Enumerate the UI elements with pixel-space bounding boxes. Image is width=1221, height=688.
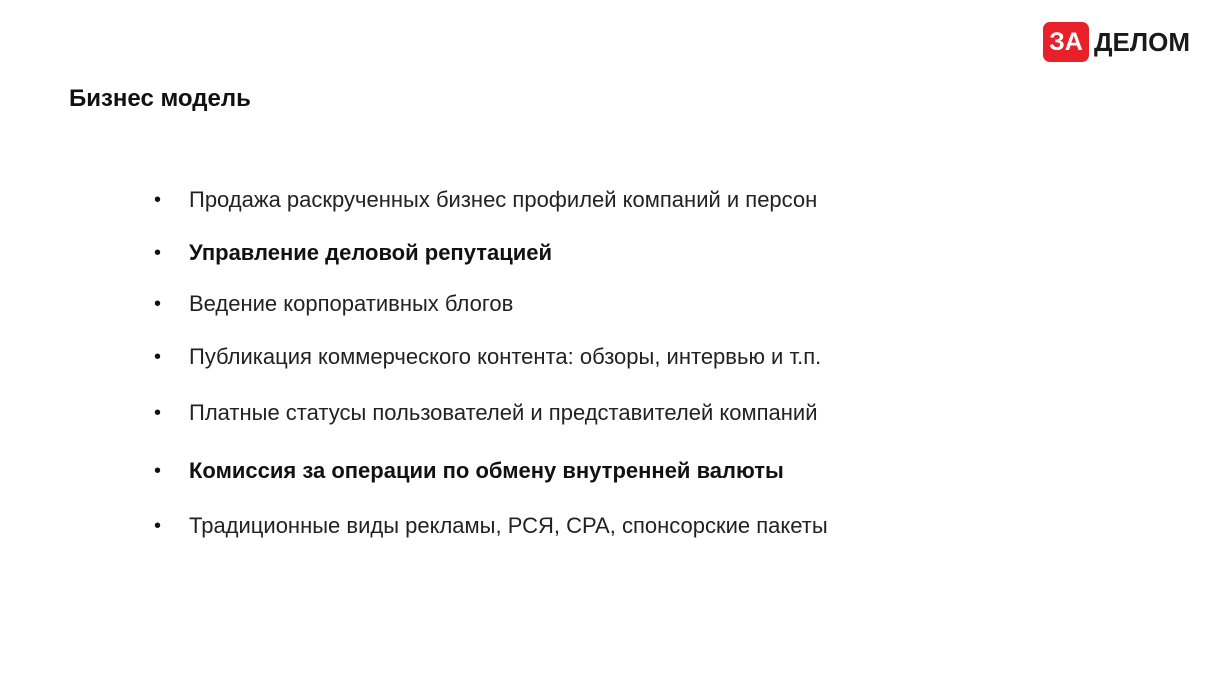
list-item-text: Платные статусы пользователей и представителей компаний <box>189 400 818 425</box>
list-item-commission <box>154 456 784 486</box>
bullet-icon: • <box>154 460 162 482</box>
list-item-text: Ведение корпоративных блогов <box>189 291 514 316</box>
bullet-icon: • <box>154 346 162 368</box>
list-item-reputation <box>154 238 552 268</box>
zadelom-logo <box>1043 22 1190 62</box>
bullet-icon: • <box>154 402 162 424</box>
logo-text: ДЕЛОМ <box>1094 27 1190 57</box>
list-item-advertising <box>154 511 828 541</box>
bullet-icon: • <box>154 293 162 315</box>
list-item-text: Управление деловой репутацией <box>189 240 553 265</box>
list-item-text: Традиционные виды рекламы, РСЯ, CPA, спонсорские пакеты <box>189 513 828 538</box>
slide-title: Бизнес модель <box>69 85 251 112</box>
bullet-icon: • <box>154 242 162 264</box>
list-item-text: Комиссия за операции по обмену внутренней валюты <box>189 458 784 483</box>
list-item-statuses <box>154 398 818 428</box>
bullet-icon: • <box>154 515 162 537</box>
list-item-profiles <box>154 185 817 215</box>
list-item-blogs <box>154 289 513 319</box>
list-item-text: Публикация коммерческого контента: обзоры, интервью и т.п. <box>189 344 822 369</box>
list-item-content <box>154 342 821 372</box>
list-item-text: Продажа раскрученных бизнес профилей компаний и персон <box>189 187 818 212</box>
bullet-icon: • <box>154 189 162 211</box>
logo-badge: ЗА <box>1043 22 1089 62</box>
